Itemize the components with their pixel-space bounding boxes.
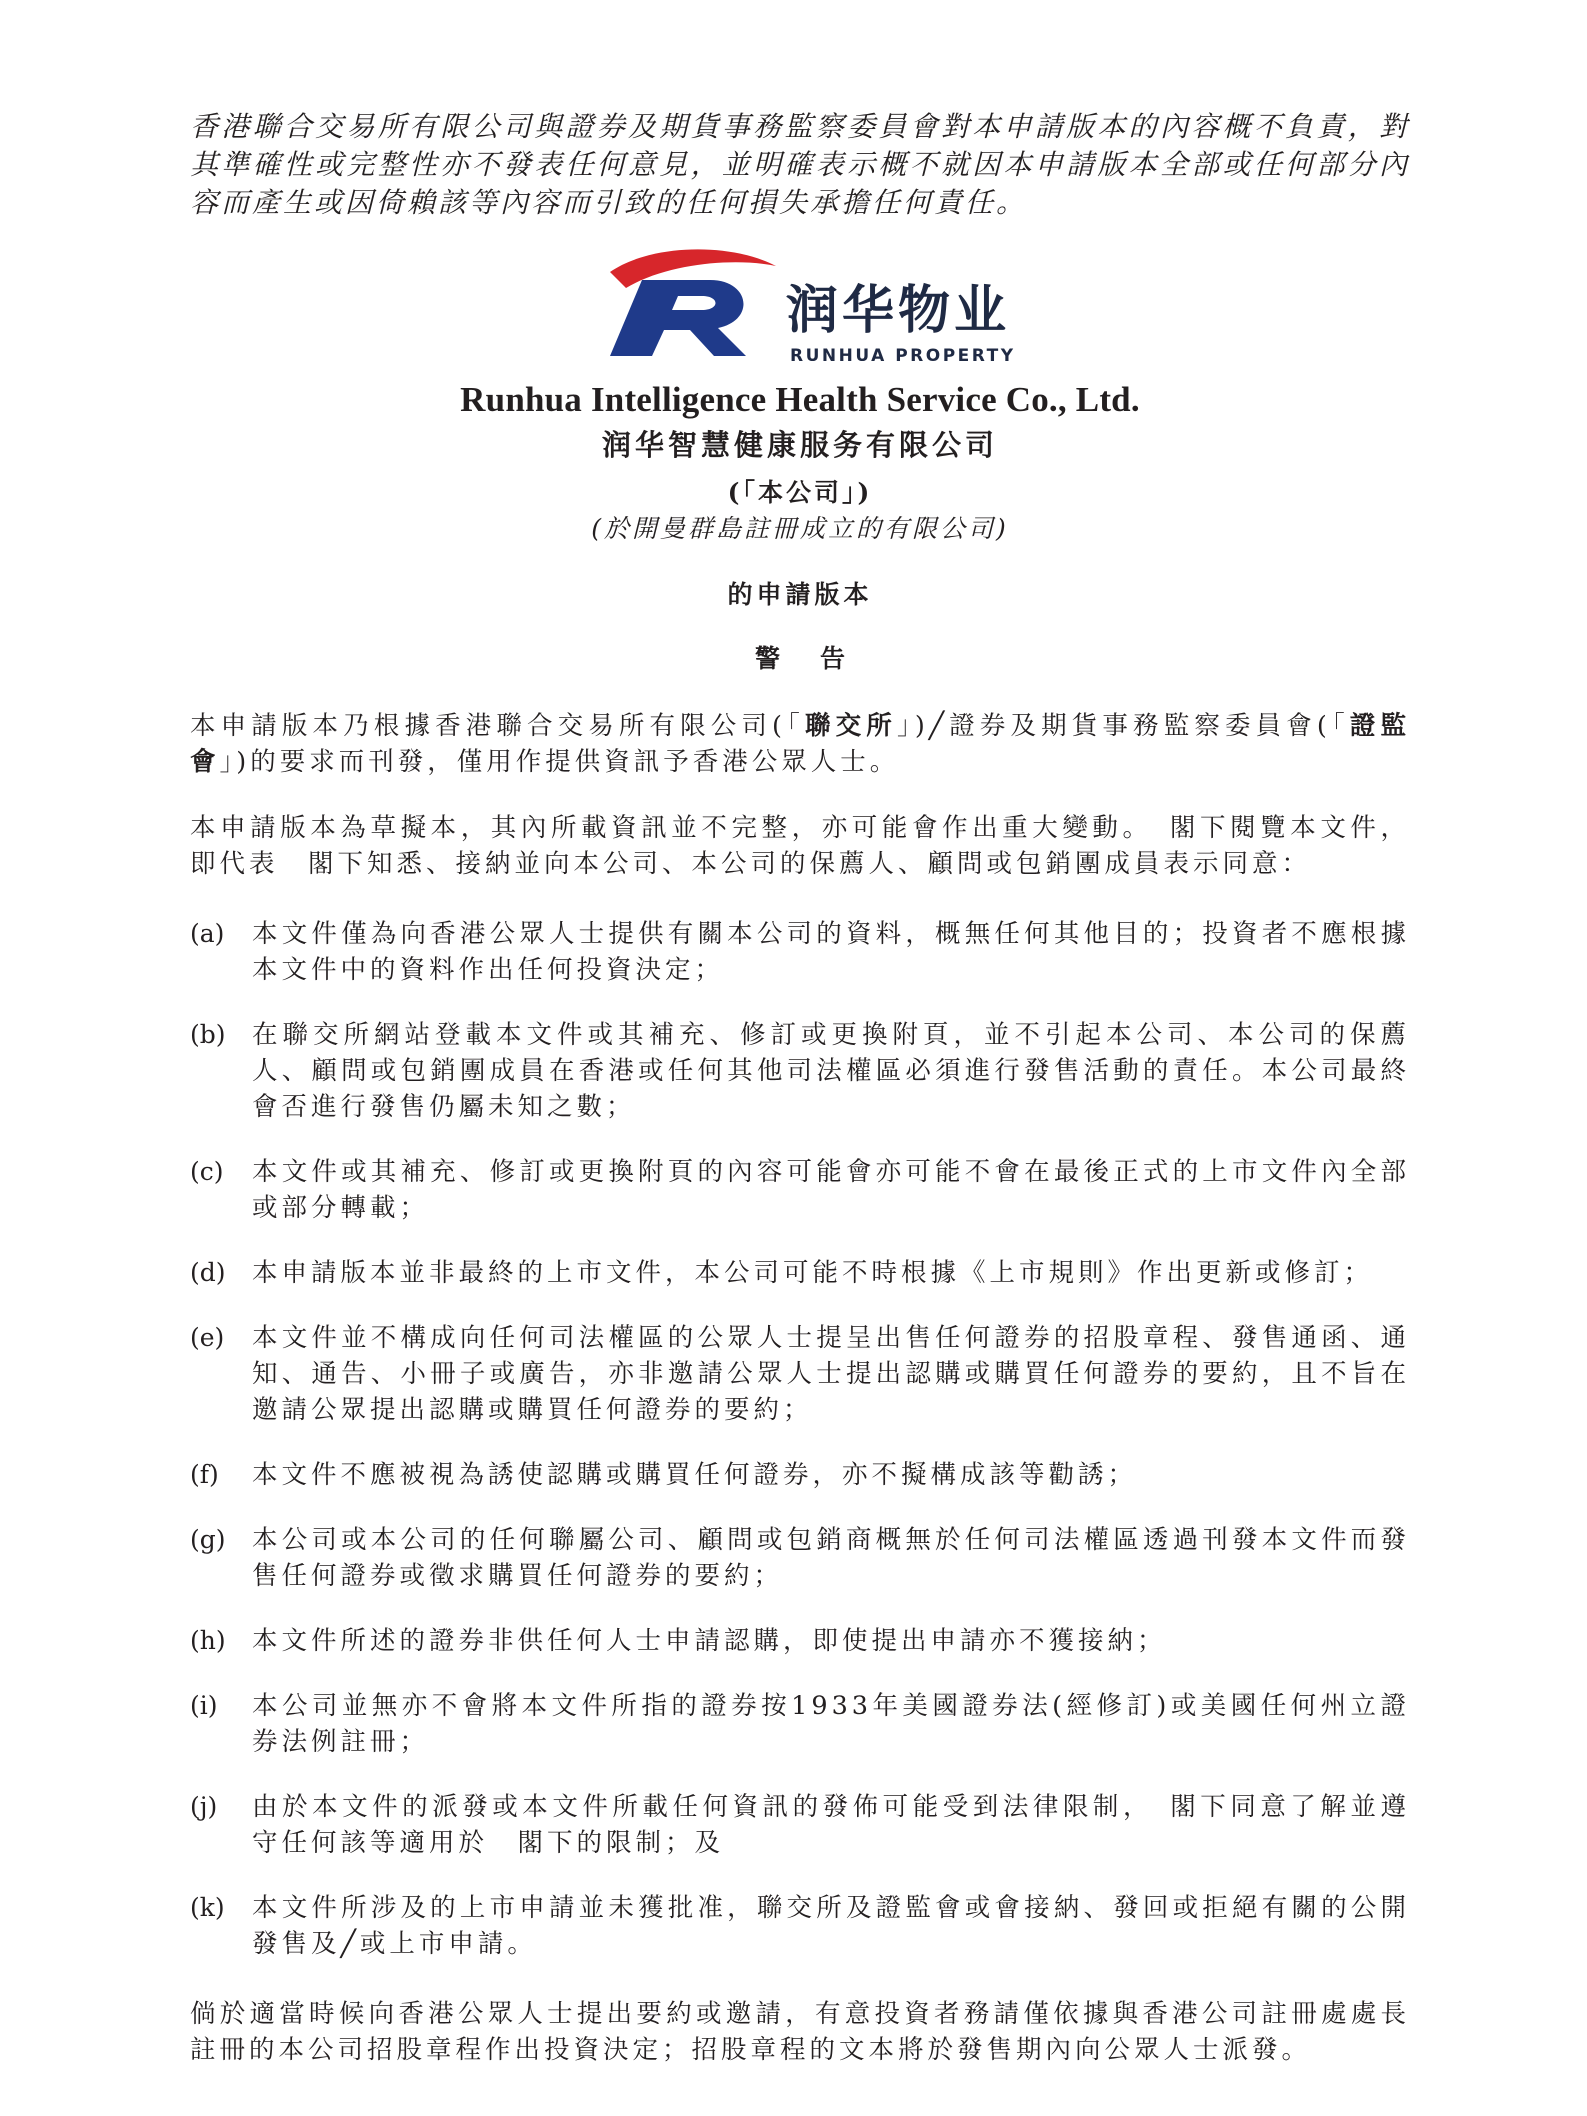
version-title: 的申請版本 (727, 580, 873, 609)
company-name-en: Runhua Intelligence Health Service Co., Ltd. (460, 380, 1140, 419)
list-item-label: (f) (190, 1460, 219, 1489)
list-item (190, 1255, 1410, 1291)
list-item-text: 本文件或其補充、修訂或更換附頁的內容可能會亦可能不會在最後正式的上市文件內全部或部分轉載； (252, 1157, 1410, 1223)
list-item (190, 1789, 1410, 1861)
list-item-label: (j) (190, 1792, 218, 1821)
runhua-logo-mark (190, 236, 1410, 376)
list-item-text: 本文件所涉及的上市申請並未獲批准，聯交所及證監會或會接納、發回或拒絕有關的公開發售及╱或上市申請。 (252, 1893, 1410, 1959)
list-item-text: 本文件不應被視為誘使認購或購買任何證券，亦不擬構成該等勸誘； (252, 1460, 1138, 1490)
list-item (190, 916, 1410, 988)
list-item-text: 本申請版本並非最終的上市文件，本公司可能不時根據《上市規則》作出更新或修訂； (252, 1258, 1374, 1288)
company-logo (190, 236, 1410, 376)
list-item-text: 本公司或本公司的任何聯屬公司、顧問或包銷商概無於任何司法權區透過刊發本文件而發售任何證券或徵求購買任何證券的要約； (252, 1525, 1410, 1591)
list-item-text: 本公司並無亦不會將本文件所指的證券按1933年美國證券法(經修訂)或美國任何州立證券法例註冊； (252, 1691, 1410, 1757)
list-item (190, 1457, 1410, 1493)
list-item-text: 由於本文件的派發或本文件所載任何資訊的發佈可能受到法律限制， 閣下同意了解並遵守任何該等適用於 閣下的限制；及 (252, 1792, 1410, 1858)
intro-p1-part-a: 本申請版本乃根據香港聯合交易所有限公司(「 (190, 711, 806, 741)
intro-p1-term-sfc: 證監會 (190, 711, 1410, 777)
list-item-text: 本文件所述的證券非供任何人士申請認購，即使提出申請亦不獲接納； (252, 1626, 1167, 1656)
logo-r-letter (610, 280, 746, 356)
application-proof-page (190, 108, 1410, 2068)
list-item (190, 1688, 1410, 1760)
list-item-label: (g) (190, 1525, 226, 1554)
list-item-label: (b) (190, 1020, 226, 1049)
logo-name-en: RUNHUA PROPERTY (790, 346, 1016, 366)
disclaimer-paragraph: 香港聯合交易所有限公司與證券及期貨事務監察委員會對本申請版本的內容概不負責，對其準確性或完整性亦不發表任何意見，並明確表示概不就因本申請版本全部或任何部分內容而產生或因倚賴該等內容而引致的任何損失承擔任何責任。 (190, 110, 1410, 219)
list-item-label: (h) (190, 1626, 226, 1655)
list-item-text: 本文件並不構成向任何司法權區的公眾人士提呈出售任何證券的招股章程、發售通函、通知、通告、小冊子或廣告，亦非邀請公眾人士提出認購或購買任何證券的要約，且不旨在邀請公眾提出認購或購買任何證券的要約； (252, 1323, 1410, 1425)
list-item-label: (a) (190, 919, 225, 948)
intro-p1-part-e: 」)的要求而刊發，僅用作提供資訊予香港公眾人士。 (219, 747, 900, 777)
list-item-text: 在聯交所網站登載本文件或其補充、修訂或更換附頁，並不引起本公司、本公司的保薦人、顧問或包銷團成員在香港或任何其他司法權區必須進行發售活動的責任。本公司最終會否進行發售仍屬未知之數； (252, 1020, 1410, 1122)
intro-paragraph-1 (190, 708, 1410, 780)
list-item-label: (e) (190, 1323, 225, 1352)
list-item-label: (k) (190, 1893, 225, 1922)
list-item-label: (i) (190, 1691, 218, 1720)
list-item-text: 本文件僅為向香港公眾人士提供有關本公司的資料，概無任何其他目的；投資者不應根據本文件中的資料作出任何投資決定； (252, 919, 1410, 985)
warning-title: 警告 (754, 644, 885, 673)
intro-paragraph-2: 本申請版本為草擬本，其內所載資訊並不完整，亦可能會作出重大變動。 閣下閱覽本文件，即代表 閣下知悉、接納並向本公司、本公司的保薦人、顧問或包銷團成員表示同意： (190, 813, 1410, 879)
list-item (190, 1623, 1410, 1659)
incorporation-note: (於開曼群島註冊成立的有限公司) (591, 514, 1009, 543)
logo-name-zh: 润华物业 (786, 281, 1011, 341)
intro-p1-part-c: 」)╱證券及期貨事務監察委員會(「 (896, 711, 1350, 741)
closing-paragraph: 倘於適當時候向香港公眾人士提出要約或邀請，有意投資者務請僅依據與香港公司註冊處處長註冊的本公司招股章程作出投資決定；招股章程的文本將於發售期內向公眾人士派發。 (190, 1999, 1410, 2065)
list-item-label: (c) (190, 1157, 224, 1186)
list-item (190, 1522, 1410, 1594)
company-abbreviation: (「本公司」) (727, 478, 873, 507)
intro-p1-term-stock-exchange: 聯交所 (805, 711, 897, 741)
list-item (190, 1154, 1410, 1226)
list-item-label: (d) (190, 1258, 226, 1287)
list-item (190, 1890, 1410, 1962)
list-item (190, 1320, 1410, 1428)
list-item (190, 1017, 1410, 1125)
company-name-zh: 润华智慧健康服务有限公司 (601, 428, 998, 462)
